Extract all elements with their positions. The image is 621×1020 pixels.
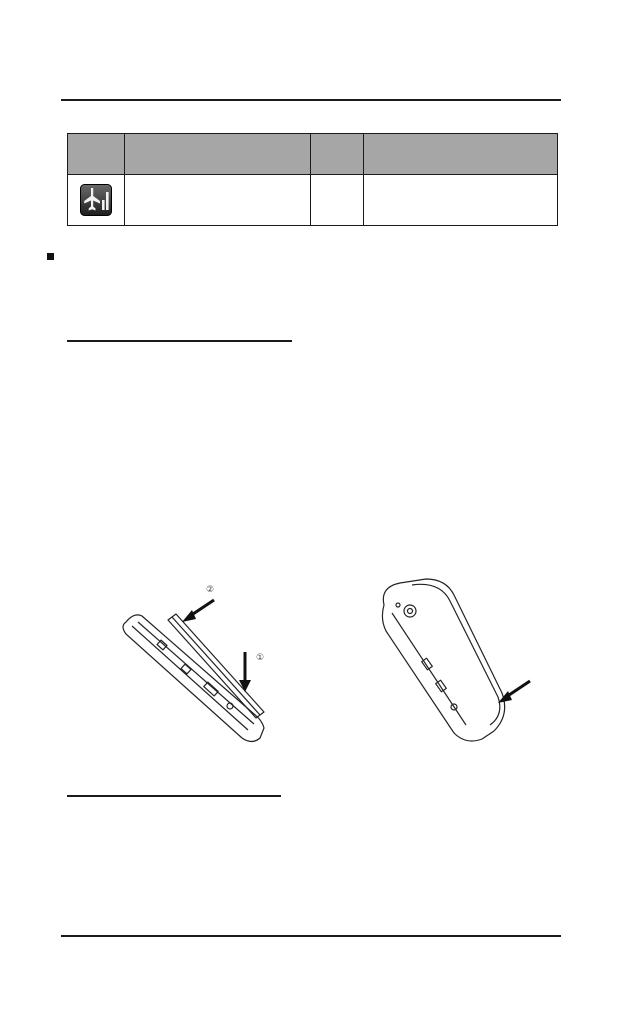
phone-component <box>436 680 447 692</box>
table-header-cell <box>364 134 558 175</box>
phone-edge <box>132 626 248 730</box>
step-arrow <box>190 600 214 616</box>
step-marker-1: ① <box>256 653 265 663</box>
table-header-cell <box>311 134 364 175</box>
phone-component <box>396 603 400 607</box>
battery-cover <box>412 584 500 725</box>
table-header-cell <box>125 134 311 175</box>
table-cell-icon <box>68 175 125 226</box>
battery-cover-installation-illustration <box>370 575 535 745</box>
camera-lens <box>404 605 416 617</box>
table-header-row <box>68 134 558 175</box>
section-heading-underline <box>67 340 292 342</box>
camera-lens-inner <box>408 609 413 614</box>
table-row <box>68 175 558 226</box>
list-bullet <box>47 253 54 260</box>
phone-back-body <box>382 579 504 741</box>
battery-cover-edge <box>172 617 260 715</box>
table-header-cell <box>68 134 125 175</box>
table-cell <box>125 175 311 226</box>
section-heading-underline <box>67 795 281 797</box>
step-marker-2: ② <box>206 585 215 595</box>
footer-rule <box>61 935 561 937</box>
insert-arrow <box>506 681 530 697</box>
phone-edge <box>138 622 254 724</box>
phone-component <box>422 658 433 670</box>
airplane-mode-icon <box>80 184 112 216</box>
phone-component <box>181 664 191 674</box>
table-cell <box>364 175 558 226</box>
phone-component <box>227 703 233 709</box>
table-cell <box>311 175 364 226</box>
battery-cover-removal-illustration <box>112 570 282 745</box>
header-rule <box>61 99 561 101</box>
phone-component <box>157 640 167 650</box>
phone-component <box>204 682 218 696</box>
status-icon-table <box>67 133 558 226</box>
